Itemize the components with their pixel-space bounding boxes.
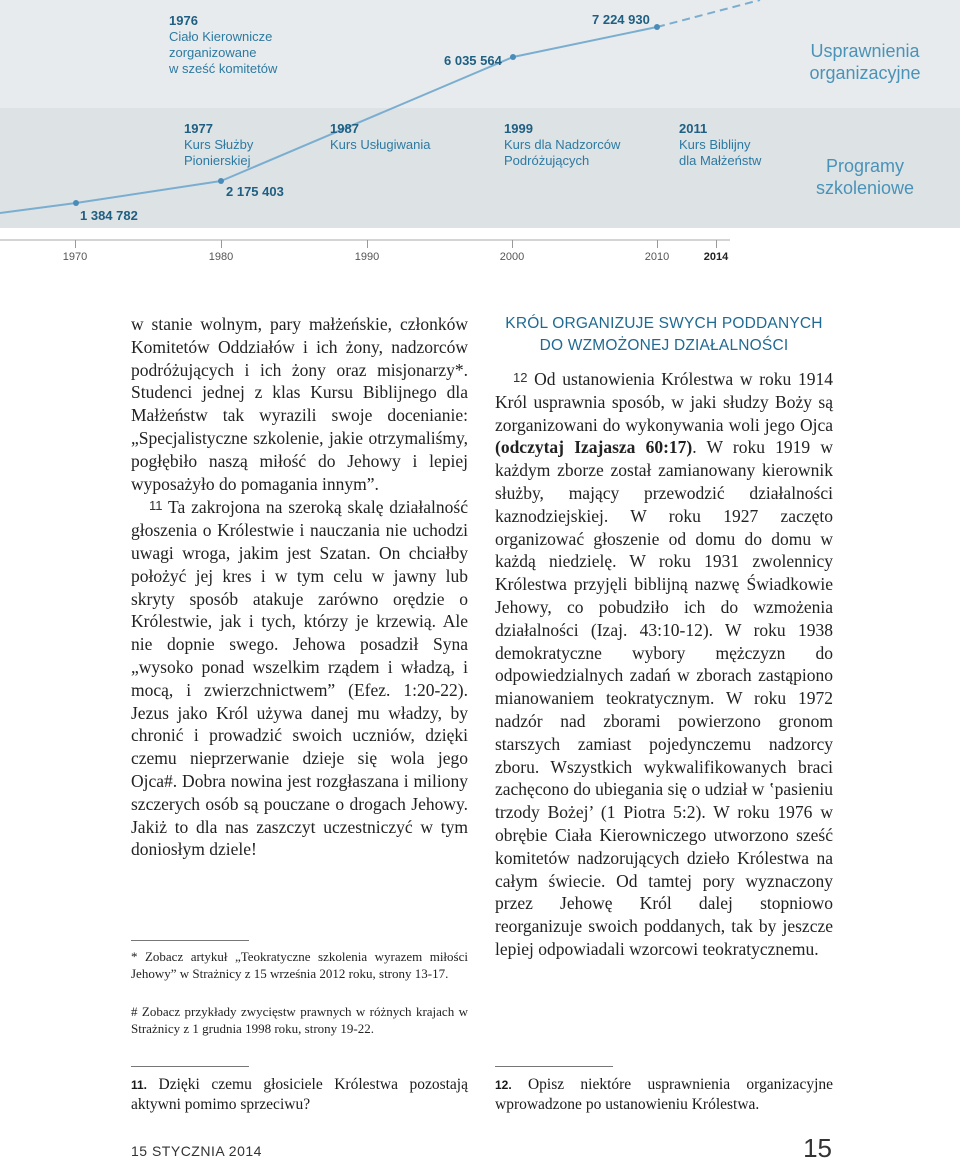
section-heading: KRÓL ORGANIZUJE SWYCH PODDANYCH DO WZMOŻONEJ DZIAŁALNOŚCI (505, 315, 823, 354)
question-divider-right (495, 1066, 613, 1067)
category-training-programs: Programy szkoleniowe (815, 156, 915, 198)
paragraph-number: 12 (513, 370, 528, 385)
value-1970: 1 384 782 (80, 208, 138, 223)
org-event-1976: 1976 Ciało Kierownicze zorganizowane w sześć komitetów (169, 13, 278, 76)
axis-label-1990: 1990 (354, 251, 380, 263)
axis-tick (221, 240, 222, 248)
axis-label-1980: 1980 (208, 251, 234, 263)
paragraph-12: 12 Od ustanowienia Królestwa w roku 1914 Król usprawnia sposób, w jaki słudzy Boży są zorganizowani do wykonywania woli jego Ojca (odczytaj Izajasza 60:17). W roku 1919 w każdym zborze został zamianowany kierownik służby, mający przewodzić działalności kaznodziejskiej. W roku 1927 zaczęto organizować głoszenie od domu do domu w każdą niedzielę. W roku 1931 zwolennicy Królestwa przyjęli biblijną nazwę Świadkowie Jehowy, co pobudziło ich do wzmożenia działalności (Izaj. 43:10-12). W roku 1938 demokratyczne wybory mężczyzn do odpowiedzialnych zadań w zborach zastąpiono mianowaniem teokratycznym. W roku 1972 nadzór nad zborami powierzono gronom starszych zamiast pojedynczemu nadzorcy zboru. Wszystkich wykwalifikowanych braci zachęcono do ubiegania się o udział w ‛pasieniu trzody Bożej’ (1 Piotra 5:2). W roku 1976 w obrębie Ciała Kierowniczego utworzono sześć komitetów nadzorujących dzieło Królestwa na całym świecie. Od tamtej pory wyznaczony przez Jehowę Król dalej stopniowo reorganizuje swoich poddanych, tak by jeszcze lepiej odpowiadali wzorcowi teokratycznemu. (495, 369, 833, 959)
data-point (654, 24, 660, 30)
value-2000: 6 035 564 (444, 53, 502, 68)
growth-line (0, 203, 76, 213)
axis-label-2000: 2000 (499, 251, 525, 263)
axis-tick (512, 240, 513, 248)
paragraph-11: 11 Ta zakrojona na szeroką skalę działalność głoszenia o Królestwie i nauczania nie uchodzi uwagi wroga, jakim jest Szatan. On chciałby położyć jej kres i w tym celu w jawny lub skryty sposób atakuje zarówno orędzie o Królestwie, jak i tych, którzy je krzewią. Ale nie dopnie swego. Jehowa posadził Syna „wysoko ponad wszelkim rządem i władzą, i mocą, i zwierzchnictwem” (Efez. 1:20-22). Jezus jako Król używa danej mu władzy, by chronić i prowadzić swoich uczniów, dzięki czemu nieprzerwanie dzieje się wola jego Ojca#. Dobra nowina jest rozgłaszana i miliony szczerych osób są pouczane o drogach Jehowy. Jakiż to dla nas zaszczyt uczestniczyć w tym doniosłym dziele! (131, 497, 469, 860)
training-event-2011: 2011 Kurs Biblijny dla Małżeństw (679, 121, 762, 168)
growth-line (76, 181, 221, 203)
scripture-reference[interactable]: (odczytaj Izajasza 60:17) (495, 437, 693, 458)
paragraph-number: 11 (149, 498, 163, 514)
axis-tick (367, 240, 368, 248)
right-column (495, 313, 833, 961)
footnote-hash: # Zobacz przykłady zwycięstw prawnych w różnych krajach w Strażnicy z 1 grudnia 1998 roku, strony 19-22. (131, 1004, 468, 1036)
page-number: 15 (803, 1133, 832, 1163)
growth-line (513, 27, 657, 57)
axis-tick (75, 240, 76, 248)
axis-label-2010: 2010 (644, 251, 670, 263)
category-org-improvements: Usprawnienia organizacyjne (809, 41, 921, 83)
issue-date: 15 STYCZNIA 2014 (131, 1143, 262, 1159)
question-12: 12. Opisz niektóre usprawnienia organizacyjne wprowadzone po ustanowieniu Królestwa. (495, 1076, 834, 1113)
axis-label-1970: 1970 (62, 251, 88, 263)
value-1979: 2 175 403 (226, 184, 284, 199)
value-2010: 7 224 930 (592, 12, 650, 27)
training-event-1977: 1977 Kurs Służby Pionierskiej (184, 121, 254, 168)
data-point (73, 200, 79, 206)
axis-tick (657, 240, 658, 248)
training-event-1999: 1999 Kurs dla Nadzorców Podróżujących (504, 121, 621, 168)
footnote-divider (131, 940, 249, 941)
question-divider (131, 1066, 249, 1067)
data-point (218, 178, 224, 184)
paragraph-10-continued: w stanie wolnym, pary małżeńskie, członków Komitetów Oddziałów i ich żony, nadzorców podróżujących i ich żony oraz misjonarzy*. Studenci jednej z klas Kursu Biblijnego dla Małżeństw tak wyrazili swoje docenianie: „Specjalistyczne szkolenie, jakie otrzymaliśmy, pogłębiło naszą miłość do Jehowy i lepiej wyposażyło do pomagania innym”. (131, 314, 468, 494)
data-point (510, 54, 516, 60)
growth-line-projection (657, 0, 760, 27)
question-11: 11. Dzięki czemu głosiciele Królestwa pozostają aktywni pomimo sprzeciwu? (131, 1076, 468, 1113)
timeline-infographic (0, 0, 960, 280)
left-column (131, 313, 468, 861)
training-event-1987: 1987 Kurs Usługiwania (330, 121, 431, 152)
footnote-asterisk: * Zobacz artykuł „Teokratyczne szkolenia wyrazem miłości Jehowy” w Strażnicy z 15 września 2012 roku, strony 13-17. (131, 949, 468, 981)
axis-label-2014: 2014 (703, 251, 729, 263)
axis-tick (716, 240, 717, 248)
